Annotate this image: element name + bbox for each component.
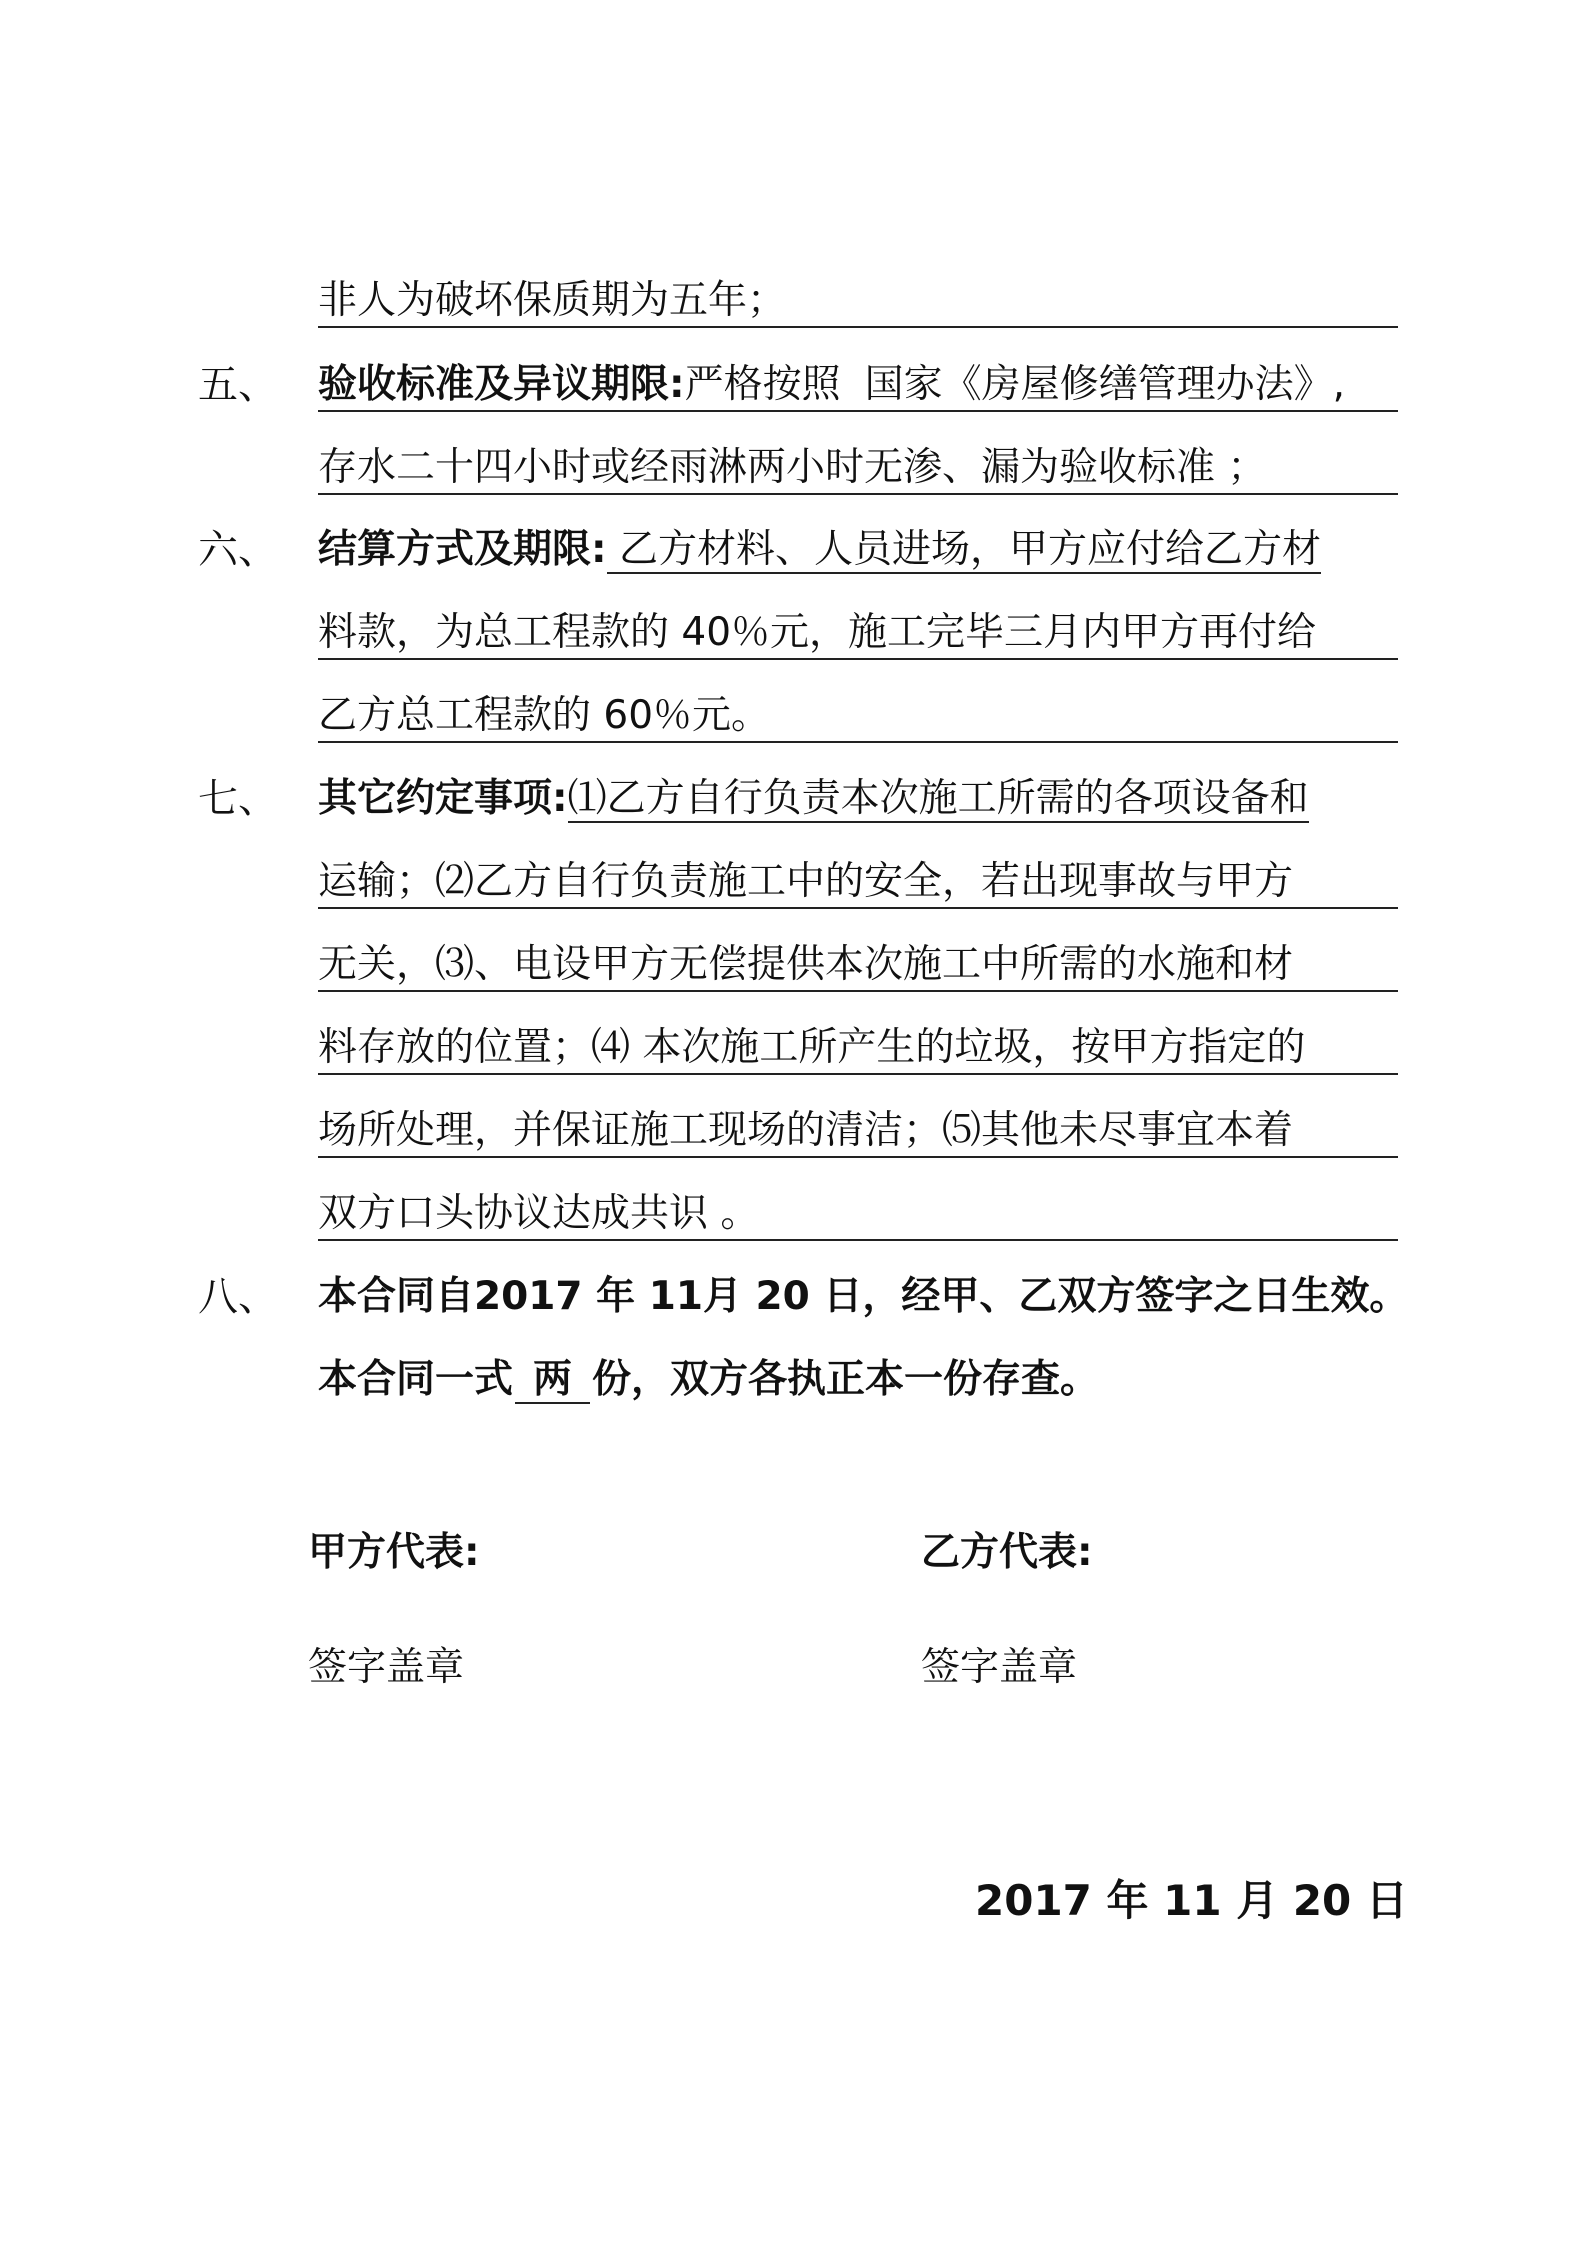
clause-5-text-b: 国家《房屋修缮管理办法》, bbox=[864, 362, 1346, 407]
clause-5-line-1 bbox=[318, 360, 1398, 412]
contract-date: 2017 年 11 月 20 日 bbox=[975, 1876, 1408, 1925]
clause-7-line-2: 运输；⑵乙方自行负责施工中的安全，若出现事故与甲方 bbox=[318, 857, 1398, 909]
clause-6-number: 六、 bbox=[198, 527, 278, 573]
clause-6-line-3: 乙方总工程款的 60％元。 bbox=[318, 691, 1398, 743]
clause-6-heading: 结算方式及期限: bbox=[318, 527, 607, 572]
clause-8-line-1: 本合同自2017 年 11月 20 日，经甲、乙双方签字之日生效。 bbox=[318, 1274, 1409, 1319]
clause-7-number: 七、 bbox=[198, 776, 278, 822]
clause-7-heading: 其它约定事项: bbox=[318, 776, 568, 821]
party-b-representative: 乙方代表: bbox=[921, 1530, 1093, 1575]
party-b-signature-label: 签字盖章 bbox=[921, 1645, 1078, 1690]
clause-7-line-1 bbox=[318, 774, 1398, 824]
clause-5-heading: 验收标准及异议期限: bbox=[318, 362, 685, 407]
clause-7-line-3: 无关，⑶、电设甲方无偿提供本次施工中所需的水施和材 bbox=[318, 940, 1398, 992]
clause-8-line-2 bbox=[318, 1355, 1398, 1405]
party-a-representative: 甲方代表: bbox=[308, 1530, 480, 1575]
clause-7-line-4: 料存放的位置；⑷ 本次施工所产生的垃圾，按甲方指定的 bbox=[318, 1023, 1398, 1075]
clause-5-text-a: 严格按照 bbox=[684, 362, 841, 407]
copies-blank: 两 bbox=[515, 1358, 590, 1404]
clause-6-line-2: 料款，为总工程款的 40％元，施工完毕三月内甲方再付给 bbox=[318, 608, 1398, 660]
party-a-signature-label: 签字盖章 bbox=[308, 1645, 465, 1690]
clause-6-line-1 bbox=[318, 525, 1398, 575]
clause-8-text-a: 本合同一式 bbox=[318, 1357, 514, 1402]
clause-7-line-6: 双方口头协议达成共识 。 bbox=[318, 1189, 1398, 1241]
clause-6-text-1: 乙方材料、人员进场，甲方应付给乙方材 bbox=[606, 527, 1322, 572]
clause-7-text-1: ⑴乙方自行负责本次施工所需的各项设备和 bbox=[567, 776, 1309, 821]
clause-8-number: 八、 bbox=[198, 1274, 278, 1320]
clause-5-line-2: 存水二十四小时或经雨淋两小时无渗、漏为验收标准 ； bbox=[318, 443, 1398, 495]
clause-4-tail: 非人为破坏保质期为五年； bbox=[318, 276, 1398, 328]
clause-8-text-b: 份，双方各执正本一份存查。 bbox=[592, 1357, 1100, 1402]
clause-5-number: 五、 bbox=[198, 362, 278, 408]
clause-7-line-5: 场所处理，并保证施工现场的清洁；⑸其他未尽事宜本着 bbox=[318, 1106, 1398, 1158]
